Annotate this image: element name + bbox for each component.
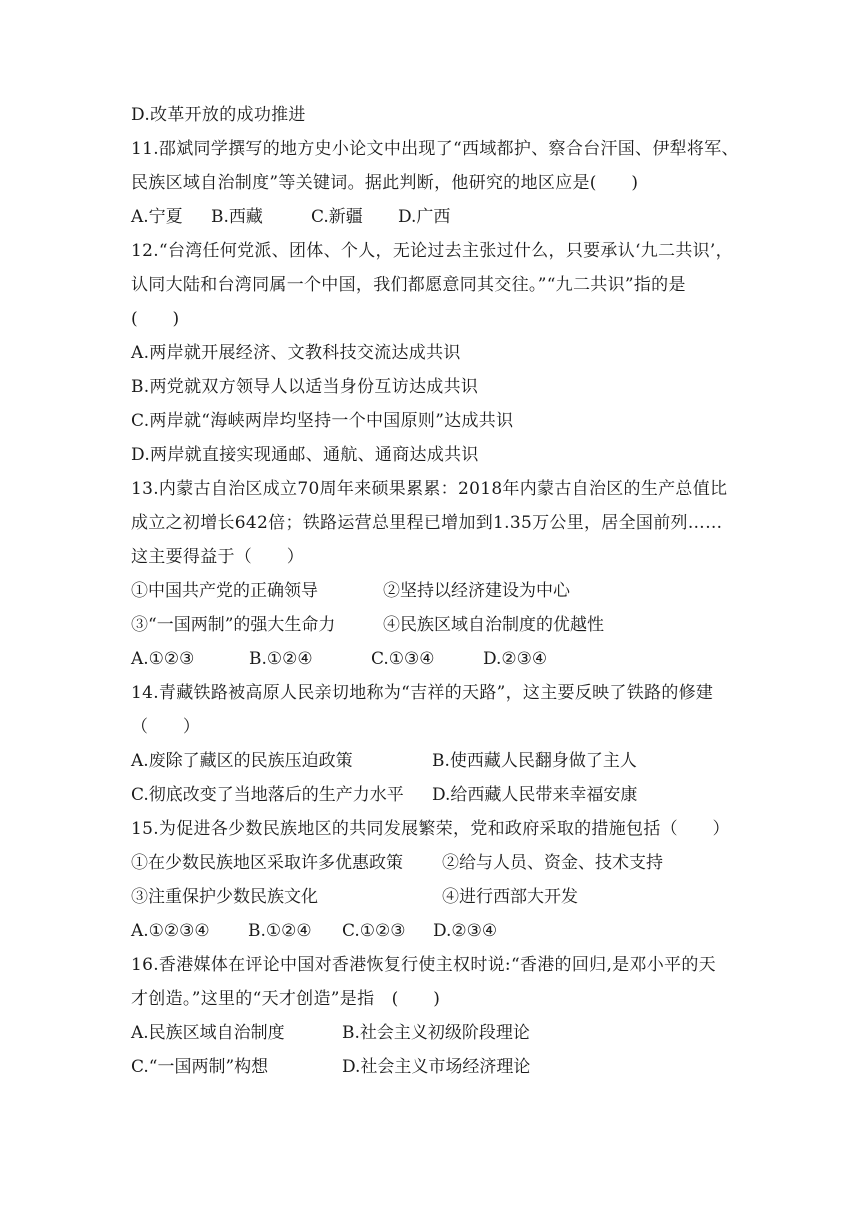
- q10-option-d: D.改革开放的成功推进: [131, 105, 306, 125]
- q12-option-c: C.两岸就“海峡两岸均坚持一个中国原则”达成共识: [131, 411, 514, 431]
- q12-option-b: B.两党就双方领导人以适当身份互访达成共识: [131, 377, 479, 397]
- q15-options: [131, 920, 831, 942]
- q13-option-a: A.①②③: [131, 649, 195, 669]
- q14-answer-blank: （ ）: [131, 717, 201, 737]
- q15-items-row-1: [131, 852, 831, 874]
- q13-option-c: C.①③④: [371, 649, 435, 669]
- q11-option-c: C.新疆: [311, 207, 363, 227]
- q14-option-a: A.废除了藏区的民族压迫政策: [131, 751, 353, 771]
- q15-option-a: A.①②③④: [131, 921, 210, 941]
- q14-option-d: D.给西藏人民带来幸福安康: [432, 785, 638, 805]
- q12-stem-line-2: 认同大陆和台湾同属一个中国，我们都愿意同其交往。”“九二共识”指的是: [131, 275, 686, 295]
- q16-stem-line-2: 才创造。”这里的“天才创造”是指 ( ): [131, 989, 441, 1009]
- q12-option-a: A.两岸就开展经济、文教科技交流达成共识: [131, 343, 461, 363]
- q16-option-b: B.社会主义初级阶段理论: [342, 1023, 530, 1043]
- q15-items-row-2: [131, 886, 831, 908]
- q11-stem-line-1: 11.邵斌同学撰写的地方史小论文中出现了“西域都护、察合台汗国、伊犁将军、: [131, 139, 739, 159]
- q16-option-c: C.“一国两制”构想: [131, 1057, 269, 1077]
- q15-option-c: C.①②③: [342, 921, 406, 941]
- q13-item-2: ②坚持以经济建设为中心: [383, 581, 570, 601]
- q14-option-b: B.使西藏人民翻身做了主人: [432, 751, 637, 771]
- q15-stem-line-1: 15.为促进各少数民族地区的共同发展繁荣，党和政府采取的措施包括（ ）: [131, 819, 730, 839]
- q16-option-a: A.民族区域自治制度: [131, 1023, 285, 1043]
- q12-option-d: D.两岸就直接实现通邮、通航、通商达成共识: [131, 445, 479, 465]
- q13-item-3: ③“一国两制”的强大生命力: [131, 615, 336, 635]
- q11-stem-line-2: 民族区域自治制度”等关键词。据此判断，他研究的地区应是( ): [131, 173, 639, 193]
- q16-option-d: D.社会主义市场经济理论: [342, 1057, 531, 1077]
- q14-stem-line-1: 14.青藏铁路被高原人民亲切地称为“吉祥的天路”，这主要反映了铁路的修建: [131, 683, 714, 703]
- q13-item-1: ①中国共产党的正确领导: [131, 581, 318, 601]
- q14-options-row-1: [131, 750, 831, 772]
- q13-stem-line-3: 这主要得益于（ ）: [131, 547, 304, 567]
- q13-item-4: ④民族区域自治制度的优越性: [383, 615, 604, 635]
- q15-option-d: D.②③④: [433, 921, 498, 941]
- q13-stem-line-2: 成立之初增长642倍；铁路运营总里程已增加到1.35万公里，居全国前列……: [131, 513, 723, 533]
- q13-options: [131, 648, 831, 670]
- q16-options-row-1: [131, 1022, 831, 1044]
- q13-option-d: D.②③④: [483, 649, 548, 669]
- q13-option-b: B.①②④: [249, 649, 313, 669]
- q14-options-row-2: [131, 784, 831, 806]
- q11-option-d: D.广西: [398, 207, 451, 227]
- q15-item-1: ①在少数民族地区采取许多优惠政策: [131, 853, 403, 873]
- q15-option-b: B.①②④: [248, 921, 312, 941]
- q16-stem-line-1: 16.香港媒体在评论中国对香港恢复行使主权时说:“香港的回归,是邓小平的天: [131, 955, 716, 975]
- q16-options-row-2: [131, 1056, 831, 1078]
- q11-option-b: B.西藏: [211, 207, 263, 227]
- q13-stem-line-1: 13.内蒙古自治区成立70周年来硕果累累：2018年内蒙古自治区的生产总值比: [131, 479, 728, 499]
- q13-items-row-2: [131, 614, 831, 636]
- q11-option-a: A.宁夏: [131, 207, 183, 227]
- q11-options: [131, 206, 831, 228]
- q15-item-2: ②给与人员、资金、技术支持: [442, 853, 663, 873]
- q12-stem-line-1: 12.“台湾任何党派、团体、个人，无论过去主张过什么，只要承认‘九二共识’，: [131, 241, 733, 261]
- q15-item-4: ④进行西部大开发: [442, 887, 578, 907]
- q13-items-row-1: [131, 580, 831, 602]
- q15-item-3: ③注重保护少数民族文化: [131, 887, 318, 907]
- q12-answer-blank: ( ): [131, 309, 180, 329]
- q14-option-c: C.彻底改变了当地落后的生产力水平: [131, 785, 404, 805]
